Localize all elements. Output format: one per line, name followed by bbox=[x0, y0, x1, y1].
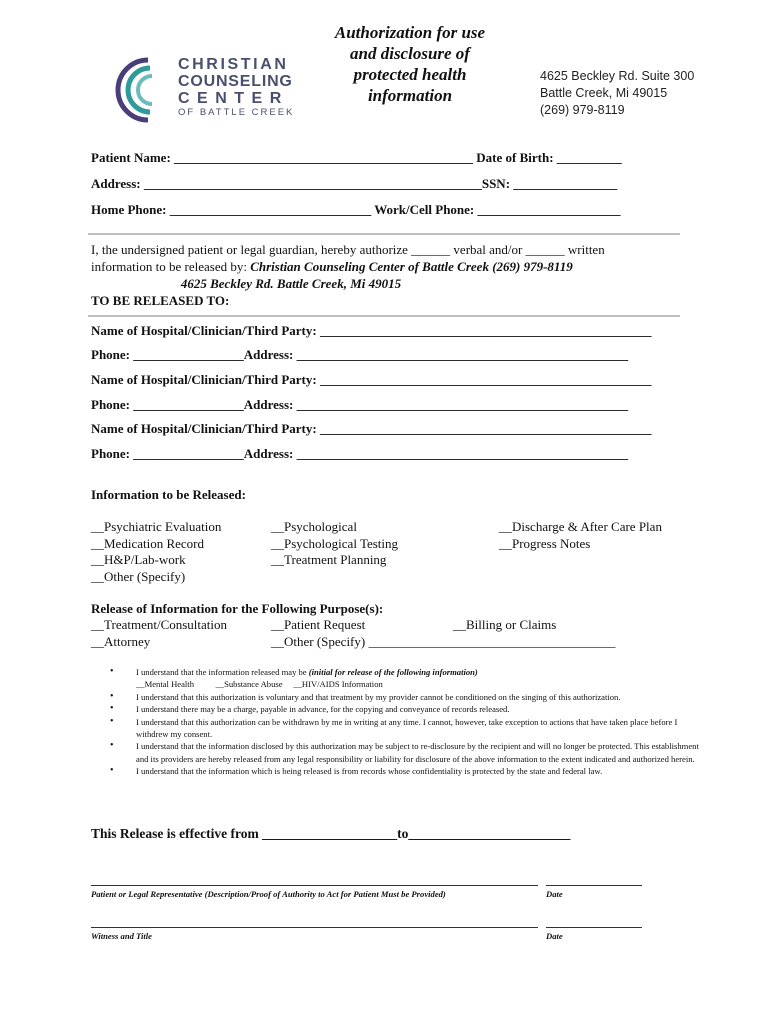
authorization-org: Christian Counseling Center of Battle Creek (269) 979-8119 bbox=[250, 259, 573, 274]
witness-date-label: Date bbox=[546, 931, 563, 941]
third-party-name-field[interactable]: Name of Hospital/Clinician/Third Party: ___________________________________________________ bbox=[91, 421, 652, 436]
divider bbox=[88, 233, 680, 235]
release-option[interactable]: __Medication Record bbox=[91, 535, 204, 551]
title-line: information bbox=[367, 86, 453, 105]
third-party-name-field[interactable]: Name of Hospital/Clinician/Third Party: ___________________________________________________ bbox=[91, 323, 652, 338]
purpose-heading: Release of Information for the Following Purpose(s): bbox=[91, 601, 384, 616]
witness-date-line[interactable] bbox=[546, 927, 642, 929]
understanding-text: I understand that the information released may be bbox=[136, 667, 309, 677]
patient-date-label: Date bbox=[546, 889, 563, 899]
info-released-col-3 bbox=[499, 519, 662, 552]
address-line: Battle Creek, Mi 49015 bbox=[540, 86, 668, 100]
info-released-col-2 bbox=[271, 519, 398, 569]
title-line: and disclosure of bbox=[350, 44, 470, 63]
third-party-name-field[interactable]: Name of Hospital/Clinician/Third Party: ___________________________________________________ bbox=[91, 372, 652, 387]
release-option[interactable]: __H&P/Lab-work bbox=[91, 552, 186, 567]
release-option[interactable]: __Psychological Testing bbox=[271, 535, 399, 551]
released-to-heading: TO BE RELEASED TO: bbox=[91, 293, 230, 308]
release-option[interactable]: __Other (Specify) bbox=[91, 568, 186, 584]
purpose-col-3 bbox=[453, 617, 556, 634]
purpose-option[interactable]: __Attorney bbox=[91, 633, 151, 649]
logo-text bbox=[178, 56, 294, 119]
understanding-item: • I understand that this authorization can be withdrawn by me in writing at any time. I cannot, however, take exception to actions that have taken place before I withdrew my consent. bbox=[136, 716, 706, 741]
understanding-emphasis: (initial for release of the following information) bbox=[308, 667, 478, 677]
authorization-line-2 bbox=[91, 258, 681, 275]
info-released-heading: Information to be Released: bbox=[91, 487, 246, 502]
third-party-phone-field[interactable]: Phone: _________________Address: ___________________________________________________ bbox=[91, 397, 629, 412]
logo-line-2: COUNSELING bbox=[178, 73, 293, 90]
purpose-option[interactable]: __Billing or Claims bbox=[453, 617, 557, 632]
logo bbox=[108, 54, 313, 126]
witness-signature-label: Witness and Title bbox=[91, 931, 152, 941]
title-line: Authorization for use bbox=[334, 23, 486, 42]
third-party-phone-field[interactable]: Phone: _________________Address: ___________________________________________________ bbox=[91, 347, 629, 362]
form-title bbox=[320, 22, 500, 106]
authorization-statement bbox=[91, 241, 681, 309]
logo-line-1: CHRISTIAN bbox=[178, 56, 289, 73]
witness-signature-line[interactable] bbox=[91, 927, 538, 929]
patient-signature-label: Patient or Legal Representative (Description/Proof of Authority to Act for Patient Must be Provided) bbox=[91, 889, 446, 899]
purpose-col-2 bbox=[271, 617, 615, 650]
understanding-item: • I understand that the information disclosed by this authorization may be subject to re-disclosure by the recipient and will no longer be protected. This establishment and its providers are hereby released from any legal responsibility or liability for disclosure of the above information to the extent indicated and authorized herein. bbox=[136, 740, 706, 765]
logo-arcs-icon bbox=[108, 54, 178, 126]
authorization-org-address: 4625 Beckley Rd. Battle Creek, Mi 49015 bbox=[180, 276, 402, 291]
effective-dates-field[interactable]: This Release is effective from ____________________to________________________ bbox=[91, 826, 571, 841]
authorization-prefix: information to be released by: bbox=[91, 259, 251, 274]
patient-signature-line[interactable] bbox=[91, 885, 538, 887]
understanding-item: • I understand there may be a charge, payable in advance, for the copying and conveyance of records released. bbox=[136, 703, 706, 715]
logo-line-3: CENTER bbox=[178, 90, 289, 107]
release-option[interactable]: __Progress Notes bbox=[499, 535, 591, 551]
patient-date-line[interactable] bbox=[546, 885, 642, 887]
address-line: (269) 979-8119 bbox=[540, 103, 625, 117]
info-released-col-1 bbox=[91, 519, 221, 585]
release-option[interactable]: __Psychological bbox=[271, 519, 357, 534]
authorization-line-1: I, the undersigned patient or legal guardian, hereby authorize ______ verbal and/or ______ written bbox=[91, 242, 605, 257]
understanding-item: • I understand that the information which is being released is from records whose confidentiality is protected by the state and federal law. bbox=[136, 765, 706, 777]
patient-address-field[interactable]: Address: ____________________________________________________SSN: ________________ bbox=[91, 176, 618, 191]
release-option[interactable]: __Discharge & After Care Plan bbox=[499, 519, 662, 534]
purpose-option[interactable]: __Treatment/Consultation bbox=[91, 617, 228, 632]
understanding-item: • I understand that this authorization is voluntary and that treatment by my provider cannot be conditioned on the singing of this authorization. bbox=[136, 691, 706, 703]
center-address bbox=[540, 68, 694, 119]
purpose-option[interactable]: __Patient Request bbox=[271, 617, 366, 632]
logo-line-4: OF BATTLE CREEK bbox=[178, 107, 295, 118]
divider bbox=[88, 315, 680, 317]
purpose-col-1 bbox=[91, 617, 227, 650]
understanding-item bbox=[136, 666, 706, 691]
release-option[interactable]: __Treatment Planning bbox=[271, 552, 387, 567]
purpose-option[interactable]: __Other (Specify) ______________________________________ bbox=[271, 633, 616, 649]
patient-name-field[interactable]: Patient Name: ______________________________________________ Date of Birth: __________ bbox=[91, 150, 622, 165]
patient-phone-field[interactable]: Home Phone: _______________________________ Work/Cell Phone: ______________________ bbox=[91, 202, 621, 217]
address-line: 4625 Beckley Rd. Suite 300 bbox=[540, 69, 695, 83]
understanding-sub-options[interactable]: __Mental Health __Substance Abuse __HIV/AIDS Information bbox=[136, 679, 383, 690]
title-line: protected health bbox=[353, 65, 467, 84]
release-option[interactable]: __Psychiatric Evaluation bbox=[91, 519, 222, 534]
understanding-list bbox=[110, 666, 706, 778]
third-party-phone-field[interactable]: Phone: _________________Address: ___________________________________________________ bbox=[91, 446, 629, 461]
